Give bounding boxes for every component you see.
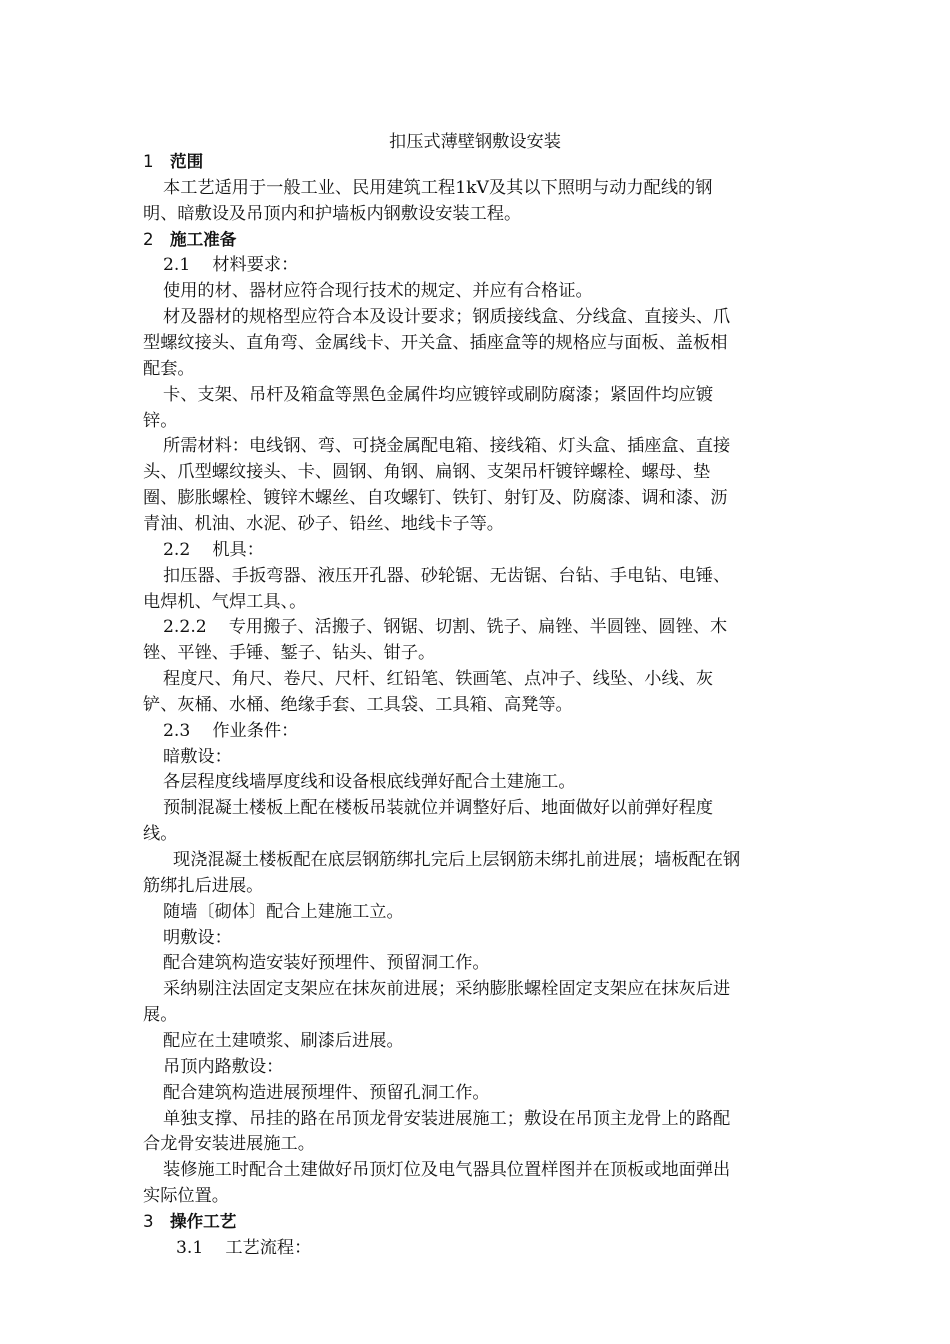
paragraph-line: 暗敷设： [163, 746, 232, 767]
paragraph-continuation: 型螺纹接头、直角弯、金属线卡、开关盒、插座盒等的规格应与面板、盖板相 [143, 333, 728, 353]
section-title: 操作工艺 [170, 1211, 237, 1231]
paragraph-continuation: 实际位置。 [143, 1186, 229, 1206]
paragraph-line: 配合建筑构造安装好预埋件、预留洞工作。 [163, 953, 490, 974]
subsection-heading [163, 614, 727, 640]
paragraph-line: 扣压器、手扳弯器、液压开孔器、砂轮锯、无齿锯、台钻、手电钻、电锤、 [163, 565, 731, 586]
subsection-heading [163, 537, 264, 563]
subsection-text: 工艺流程： [225, 1237, 312, 1258]
paragraph-line: 程度尺、角尺、卷尺、尺杆、红铅笔、铁画笔、点冲子、线坠、小线、灰 [163, 669, 714, 689]
paragraph-line: 现浇混凝土楼板配在底层钢筋绑扎完后上层钢筋未绑扎前进展；墙板配在钢 [173, 850, 741, 870]
paragraph-line: 材及器材的规格型应符合本及设计要求；钢质接线盒、分线盒、直接头、爪 [163, 307, 731, 328]
subsection-text: 专用搬子、活搬子、钢锯、切割、铣子、扁锉、半圆锉、圆锉、木 [228, 617, 728, 638]
section-title: 范围 [170, 152, 204, 171]
section-number: 3 [143, 1211, 154, 1231]
paragraph-line: 吊顶内路敷设： [163, 1056, 284, 1077]
subsection-number: 2.1 [163, 255, 191, 276]
paragraph-line: 卡、支架、吊杆及箱盒等黑色金属件均应镀锌或刷防腐漆；紧固件均应镀 [163, 384, 714, 405]
section-title: 施工准备 [170, 229, 237, 249]
subsection-number: 3.1 [176, 1237, 204, 1258]
paragraph-continuation: 展。 [143, 1005, 178, 1026]
subsection-text: 作业条件： [212, 720, 299, 741]
paragraph-continuation: 线。 [143, 824, 178, 845]
paragraph-line: 采纳剔注法固定支架应在抹灰前进展；采纳膨胀螺栓固定支架应在抹灰后进 [163, 979, 731, 1000]
subsection-number: 2.2 [163, 539, 191, 560]
subsection-number: 2.3 [163, 720, 191, 741]
subsection-text: 机具： [212, 539, 264, 560]
subsection-heading [163, 252, 298, 278]
paragraph-continuation: 配套。 [143, 358, 195, 379]
paragraph-continuation: 电焊机、气焊工具、。 [143, 591, 307, 612]
subsection-number: 2.2.2 [163, 617, 207, 638]
paragraph-line: 明敷设： [163, 927, 232, 948]
paragraph-line: 本工艺适用于一般工业、民用建筑工程1kV及其以下照明与动力配线的钢 [163, 177, 713, 198]
subsection-heading [176, 1235, 311, 1261]
paragraph-continuation: 筋绑扎后进展。 [143, 875, 264, 896]
section-heading [143, 149, 203, 175]
section-heading [143, 1209, 236, 1235]
paragraph-line: 配应在土建喷浆、刷漆后进展。 [163, 1030, 404, 1051]
paragraph-continuation: 明、暗敷设及吊顶内和护墙板内钢敷设安装工程。 [143, 203, 522, 224]
document-title: 扣压式薄壁钢敷设安装 [389, 132, 561, 152]
paragraph-line: 配合建筑构造进展预埋件、预留孔洞工作。 [163, 1082, 490, 1103]
paragraph-continuation: 圈、膨胀螺栓、镀锌木螺丝、自攻螺钉、铁钉、射钉及、防腐漆、调和漆、沥 [143, 488, 728, 509]
subsection-text: 材料要求： [212, 255, 299, 276]
paragraph-line: 单独支撑、吊挂的路在吊顶龙骨安装进展施工；敷设在吊顶主龙骨上的路配 [163, 1108, 731, 1129]
subsection-heading [163, 718, 298, 744]
paragraph-continuation: 青油、机油、水泥、砂子、铅丝、地线卡子等。 [143, 513, 504, 534]
paragraph-continuation: 合龙骨安装进展施工。 [143, 1134, 315, 1155]
paragraph-continuation: 锌。 [143, 410, 178, 431]
paragraph-continuation: 头、爪型螺纹接头、卡、圆钢、角钢、扁钢、支架吊杆镀锌螺栓、螺母、垫 [143, 462, 711, 483]
paragraph-line: 随墙〔砌体〕配合上建施工立。 [163, 901, 404, 922]
paragraph-line: 所需材料：电线钢、弯、可挠金属配电箱、接线箱、灯头盒、插座盒、直接 [163, 436, 731, 457]
paragraph-line: 预制混凝土楼板上配在楼板吊装就位并调整好后、地面做好以前弹好程度 [163, 798, 714, 819]
section-heading [143, 227, 236, 253]
section-number: 1 [143, 152, 154, 171]
paragraph-line: 使用的材、器材应符合现行技术的规定、并应有合格证。 [163, 281, 593, 302]
paragraph-line: 装修施工时配合土建做好吊顶灯位及电气器具位置样图并在顶板或地面弹出 [163, 1160, 731, 1181]
section-number: 2 [143, 229, 154, 249]
paragraph-continuation: 锉、平锉、手锤、錾子、钻头、钳子。 [143, 643, 436, 664]
paragraph-continuation: 铲、灰桶、水桶、绝缘手套、工具袋、工具箱、高凳等。 [143, 694, 573, 715]
paragraph-line: 各层程度线墙厚度线和设备根底线弹好配合土建施工。 [163, 772, 576, 793]
